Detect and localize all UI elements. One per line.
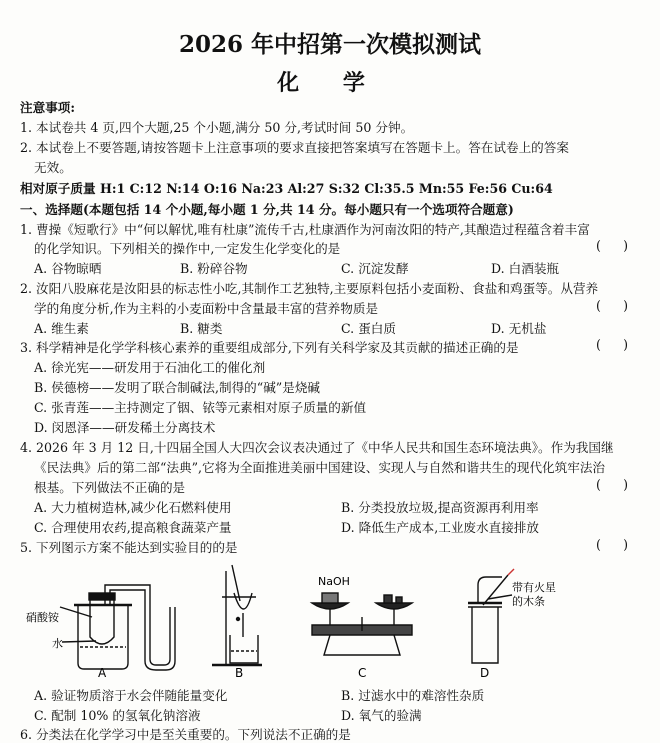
q1-option-a: A. 谷物晾晒 (34, 261, 102, 276)
q1-answer-blank (596, 238, 628, 253)
q5-option-d: D. 氧气的验满 (341, 708, 422, 723)
q5-stem: 5. 下列图示方案不能达到实验目的的是 (20, 540, 238, 555)
apparatus-b (212, 565, 262, 665)
q3-option-b: B. 侯德榜——发明了联合制碱法,制得的“碱”是烧碱 (34, 380, 321, 395)
q5-option-a: A. 验证物质溶于水会伴随能量变化 (34, 688, 228, 703)
caption-a: A (98, 666, 107, 680)
section-1-heading: 一、选择题(本题包括 14 个小题,每小题 1 分,共 14 分。每小题只有一个选项符合题意) (20, 202, 514, 217)
notice-heading: 注意事项: (20, 100, 76, 115)
q3-answer-blank (596, 337, 628, 352)
q3-option-a: A. 徐光宪——研发用于石油化工的催化剂 (34, 360, 266, 375)
caption-d: D (480, 666, 490, 680)
q1-stem-cont: 的化学知识。下列相关的操作中,一定发生化学变化的是 (34, 241, 341, 256)
q4-option-c: C. 合理使用农药,提高粮食蔬菜产量 (34, 520, 232, 535)
q5-experiment-figure (0, 555, 660, 683)
q2-stem: 2. 汝阳八股麻花是汝阳县的标志性小吃,其制作工艺独特,主要原料包括小麦面粉、食盐和鸡蛋等。从营养 (20, 281, 599, 296)
q6-stem: 6. 分类法在化学学习中是至关重要的。下列说法不正确的是 (20, 727, 351, 742)
q1-stem: 1. 曹操《短歌行》中“何以解忧,唯有杜康”流传千古,杜康酒作为河南汝阳的特产,其酿造过程蕴含着丰富 (20, 222, 590, 237)
q3-stem: 3. 科学精神是化学学科核心素养的重要组成部分,下列有关科学家及其贡献的描述正确的是 (20, 340, 519, 355)
notice-item-2-cont: 无效。 (34, 160, 72, 175)
caption-c: C (358, 666, 367, 680)
label-splint-1: 带有火星 (512, 581, 556, 594)
subject-title: 化 学 (277, 70, 383, 96)
apparatus-d (468, 569, 514, 663)
apparatus-a (60, 585, 175, 670)
q4-answer-blank (596, 477, 628, 492)
q3-option-c: C. 张青莲——主持测定了铟、铱等元素相对原子质量的新值 (34, 400, 367, 415)
q4-stem: 4. 2026 年 3 月 12 日,十四届全国人大四次会议表决通过了《中华人民共和国生态环境法典》。作为我国继 (20, 440, 614, 455)
q1-option-c: C. 沉淀发酵 (341, 261, 409, 276)
label-nh4no3: 硝酸铵 (26, 611, 59, 624)
q5-answer-blank (596, 537, 628, 552)
q5-option-b: B. 过滤水中的难溶性杂质 (341, 688, 485, 703)
q2-answer-blank (596, 298, 628, 313)
q2-option-d: D. 无机盐 (491, 321, 547, 336)
notice-item-1: 1. 本试卷共 4 页,四个大题,25 个小题,满分 50 分,考试时间 50 分钟。 (20, 120, 414, 135)
label-water: 水 (52, 637, 63, 650)
notice-item-2: 2. 本试卷上不要答题,请按答题卡上注意事项的要求直接把答案填写在答题卡上。答在试卷上的答案 (20, 140, 569, 155)
q2-option-b: B. 糖类 (180, 321, 223, 336)
q4-stem-cont-1: 《民法典》后的第二部“法典”,它将为全面推进美丽中国建设、实现人与自然和谐共生的现代化筑牢法治 (34, 460, 606, 475)
q1-option-d: D. 白酒装瓶 (491, 261, 560, 276)
apparatus-c (312, 593, 412, 655)
q4-option-d: D. 降低生产成本,工业废水直接排放 (341, 520, 539, 535)
q3-option-d: D. 闵恩泽——研发稀土分离技术 (34, 420, 216, 435)
atomic-mass-line: 相对原子质量 H:1 C:12 N:14 O:16 Na:23 Al:27 S:32 Cl:35.5 Mn:55 Fe:56 Cu:64 (20, 181, 553, 196)
q2-stem-cont: 学的角度分析,作为主料的小麦面粉中含量最丰富的营养物质是 (34, 301, 379, 316)
caption-b: B (235, 666, 244, 680)
q1-option-b: B. 粉碎谷物 (180, 261, 248, 276)
label-splint-2: 的木条 (512, 595, 545, 608)
label-naoh: NaOH (318, 575, 350, 588)
q4-stem-cont-2: 根基。下列做法不正确的是 (34, 480, 186, 495)
q5-option-c: C. 配制 10% 的氢氧化钠溶液 (34, 708, 201, 723)
q4-option-a: A. 大力植树造林,减少化石燃料使用 (34, 500, 232, 515)
q2-option-a: A. 维生素 (34, 321, 89, 336)
q2-option-c: C. 蛋白质 (341, 321, 396, 336)
page-title: 2026 年中招第一次模拟测试 (178, 31, 482, 58)
q4-option-b: B. 分类投放垃圾,提高资源再利用率 (341, 500, 539, 515)
